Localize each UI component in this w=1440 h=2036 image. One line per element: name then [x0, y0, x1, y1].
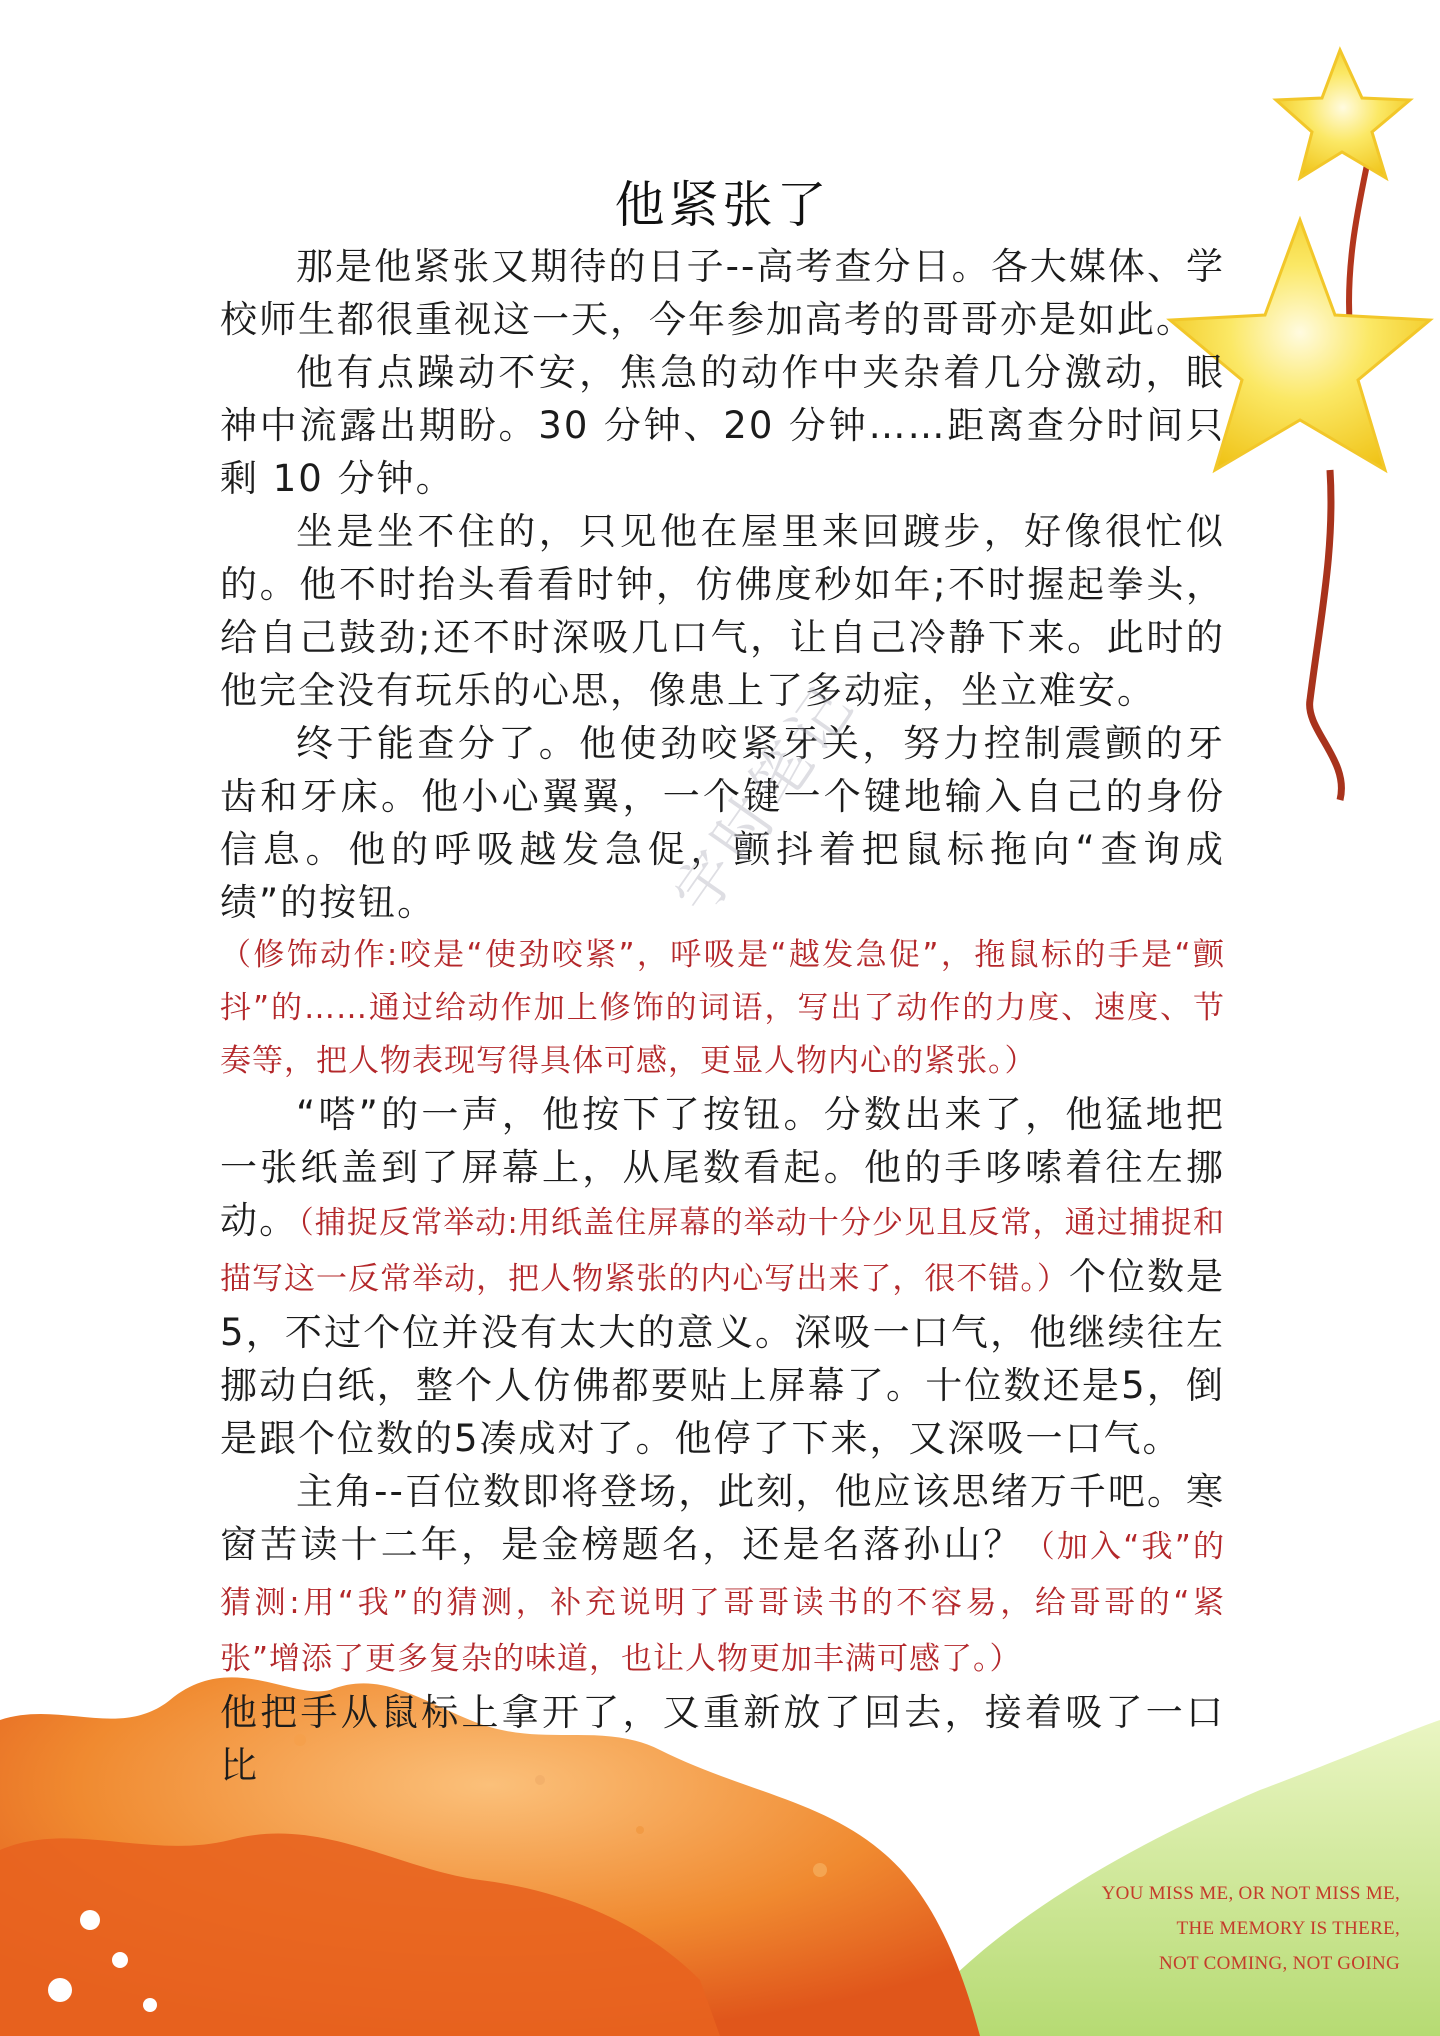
paragraph-6: [220, 1465, 1225, 1686]
paragraph-1: 那是他紧张又期待的日子--高考查分日。各大媒体、学校师生都很重视这一天，今年参加高考的哥哥亦是如此。: [220, 245, 1225, 341]
footer-quote: [1102, 1876, 1400, 1981]
annotation-2: （捕捉反常举动:用纸盖住屏幕的举动十分少见且反常，通过捕捉和描写这一反常举动，把人物紧张的内心写出来了，很不错。）: [220, 1205, 1225, 1297]
footer-quote-line-2: THE MEMORY IS THERE,: [1176, 1918, 1400, 1939]
paragraph-5-continued: 个位数是5，不过个位并没有太大的意义。深吸一口气，他继续往左挪动白纸，整个人仿佛都要贴上屏幕了。十位数还是5，倒是跟个位数的5凑成对了。他停了下来，又深吸一口气。: [220, 1255, 1226, 1460]
article: [220, 170, 1225, 1792]
paragraph-5-text: “嗒”的一声，他按下了按钮。分数出来了，他猛地把一张纸盖到了屏幕上，从尾数看起。他的手哆嗦着往左挪动。: [220, 1093, 1225, 1242]
paragraph-6-text: 主角--百位数即将登场，此刻，他应该思绪万千吧。寒窗苦读十二年，是金榜题名，还是名落孙山？: [220, 1470, 1225, 1566]
annotation-3: （加入“我”的猜测:用“我”的猜测，补充说明了哥哥读书的不容易，给哥哥的“紧张”增添了更多复杂的味道，也让人物更加丰满可感了。）: [220, 1529, 1225, 1677]
small-star-icon: [1276, 50, 1410, 178]
star-stem-main: [1310, 470, 1342, 800]
paragraph-5: [220, 1088, 1225, 1465]
annotation-1: （修饰动作:咬是“使劲咬紧”，呼吸是“越发急促”，拖鼠标的手是“颤抖”的……通过给动作加上修饰的词语，写出了动作的力度、速度、节奏等，把人物表现写得具体可感，更显人物内心的紧张。）: [220, 937, 1225, 1079]
paragraph-3: 坐是坐不住的，只见他在屋里来回踱步，好像很忙似的。他不时抬头看看时钟，仿佛度秒如年;不时握起拳头，给自己鼓劲;还不时深吸几口气，让自己冷静下来。此时的他完全没有玩乐的心思，像患上了多动症，坐立难安。: [220, 510, 1225, 712]
article-title: 他紧张了: [614, 176, 831, 234]
paragraph-2: 他有点躁动不安，焦急的动作中夹杂着几分激动，眼神中流露出期盼。30 分钟、20 分钟……距离查分时间只剩 10 分钟。: [220, 351, 1225, 500]
footer-quote-line-1: YOU MISS ME, OR NOT MISS ME,: [1101, 1883, 1400, 1904]
star-stem-top: [1349, 150, 1370, 330]
paragraph-7: 他把手从鼠标上拿开了，又重新放了回去，接着吸了一口比: [220, 1691, 1225, 1787]
paragraph-4: 终于能查分了。他使劲咬紧牙关，努力控制震颤的牙齿和牙床。他小心翼翼，一个键一个键地输入自己的身份信息。他的呼吸越发急促，颤抖着把鼠标拖向“查询成绩”的按钮。: [220, 722, 1225, 924]
watermark: 宇时笔记: [660, 671, 870, 928]
footer-quote-line-3: NOT COMING, NOT GOING: [1159, 1953, 1400, 1974]
